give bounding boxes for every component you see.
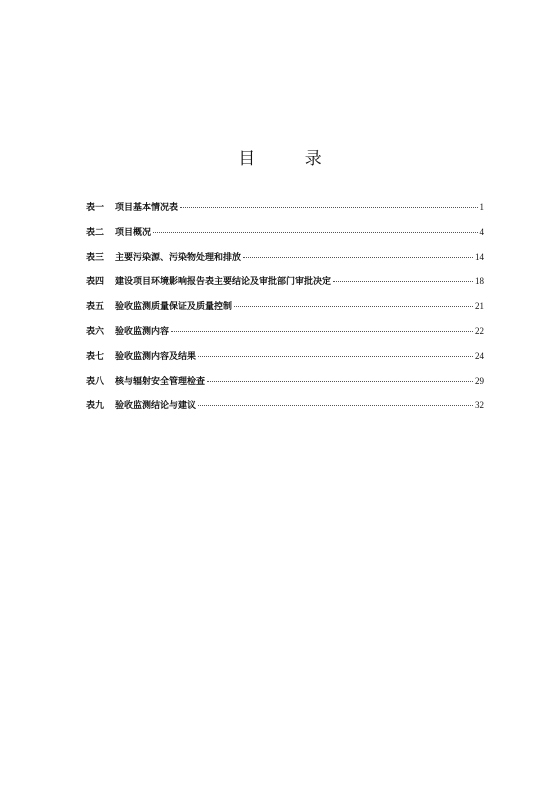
toc-entry[interactable] [86,374,484,399]
dot-leader [171,330,473,332]
toc-entry-page: 14 [475,251,484,262]
toc-entry-page: 24 [475,350,484,361]
dot-leader [333,280,473,282]
toc-entry-text: 核与辐射安全管理检查 [115,376,206,387]
dot-leader [198,355,473,357]
toc-entry-label: 表六 [86,326,105,337]
toc-entry-text: 主要污染源、污染物处理和排放 [115,252,242,263]
toc-entry-label: 表四 [86,277,105,288]
toc-entry-text: 验收监测内容及结果 [115,351,197,362]
toc-entry-label: 表三 [86,252,105,263]
toc-entry-text: 建设项目环境影响报告表主要结论及审批部门审批决定 [115,277,332,288]
toc-entry[interactable] [86,200,484,225]
toc-entry-page: 21 [475,301,484,312]
toc-entry-page: 4 [479,226,484,237]
toc-entry[interactable] [86,349,484,374]
toc-entry-text: 验收监测内容 [115,326,170,337]
toc-entry-label: 表八 [86,376,105,387]
toc-entry-text: 验收监测结论与建议 [115,401,197,412]
toc-entry-label: 表七 [86,351,105,362]
dot-leader [153,231,477,233]
dot-leader [207,380,473,382]
table-of-contents [86,200,484,423]
toc-entry-page: 1 [479,202,484,212]
dot-leader [234,305,473,307]
toc-entry[interactable] [86,250,484,275]
toc-entry[interactable] [86,274,484,299]
toc-entry-text: 验收监测质量保证及质量控制 [115,302,233,313]
toc-entry-label: 表一 [86,203,105,213]
toc-entry[interactable] [86,225,484,250]
toc-entry-text: 项目基本情况表 [115,203,179,213]
dot-leader [198,404,473,406]
toc-entry[interactable] [86,299,484,324]
dot-leader [243,256,473,258]
toc-entry-page: 18 [475,276,484,287]
toc-title: 目 录 [238,149,344,169]
toc-entry-page: 29 [475,375,484,386]
dot-leader [180,206,477,208]
toc-entry-text: 项目概况 [115,227,152,238]
toc-entry-label: 表二 [86,227,105,238]
toc-entry[interactable] [86,324,484,349]
toc-entry-page: 32 [475,400,484,411]
toc-entry-label: 表五 [86,302,105,313]
toc-entry[interactable] [86,398,484,423]
toc-entry-label: 表九 [86,401,105,412]
toc-entry-page: 22 [475,325,484,336]
